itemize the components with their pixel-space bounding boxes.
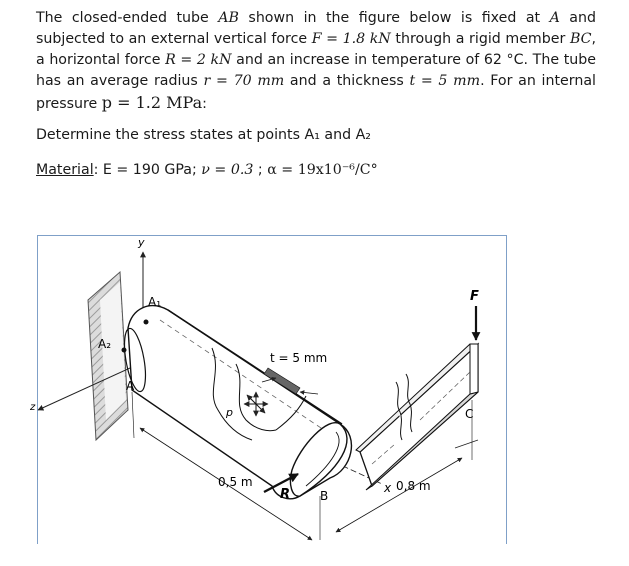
- alpha-value: α = 19x10⁻⁶/C°: [267, 162, 378, 178]
- point-a2-dot: [122, 348, 127, 353]
- rigid-member-bc: [360, 344, 478, 486]
- label-c: C: [465, 407, 474, 421]
- point-a: A: [549, 10, 560, 26]
- point-a1-dot: [144, 320, 149, 325]
- label-a: A: [126, 379, 135, 393]
- text-segment: . For an internal pressure: [36, 73, 596, 112]
- separator: ;: [253, 162, 268, 178]
- text-segment: , a horizontal force: [36, 31, 596, 68]
- text-segment: and subjected to an external vertical force: [36, 10, 596, 47]
- text-segment: shown in the figure below is fixed at: [238, 10, 550, 26]
- label-b: B: [320, 489, 329, 503]
- label-len1: 0,5 m: [218, 475, 253, 489]
- force-f-value: F = 1.8 kN: [311, 31, 391, 47]
- member-bc: BC: [569, 31, 592, 47]
- text-segment: :: [202, 96, 207, 112]
- text-segment: through a rigid member: [390, 31, 570, 47]
- text-segment: The closed-ended tube: [36, 10, 219, 26]
- label-a2: A₂: [98, 337, 112, 351]
- label-a1: A₁: [148, 295, 162, 309]
- label-f: F: [470, 289, 479, 304]
- member-ab: AB: [218, 10, 239, 26]
- modulus-value: : E = 190 GPa;: [93, 162, 202, 178]
- text-segment: and a thickness: [284, 73, 410, 89]
- label-y: y: [138, 236, 145, 249]
- text-segment: and an increase in temperature of 62 °C. The tube has an average radius: [36, 52, 596, 89]
- label-z: z: [30, 402, 36, 413]
- pressure-value: p = 1.2 MPa: [101, 93, 203, 112]
- dim-0-8m: [336, 458, 462, 532]
- material-label: Material: [36, 162, 94, 178]
- radius-value: r = 70 mm: [203, 73, 285, 89]
- thickness-value: t = 5 mm: [409, 73, 481, 89]
- poisson-value: ν = 0.3: [201, 162, 254, 178]
- label-p: p: [226, 406, 233, 419]
- label-len2: 0,8 m: [396, 479, 431, 493]
- question-text: Determine the stress states at points A₁ and A₂: [36, 127, 371, 143]
- label-r: R: [280, 487, 291, 502]
- label-x: x: [384, 481, 392, 495]
- force-r-value: R = 2 kN: [165, 52, 232, 68]
- label-t: t = 5 mm: [270, 351, 328, 365]
